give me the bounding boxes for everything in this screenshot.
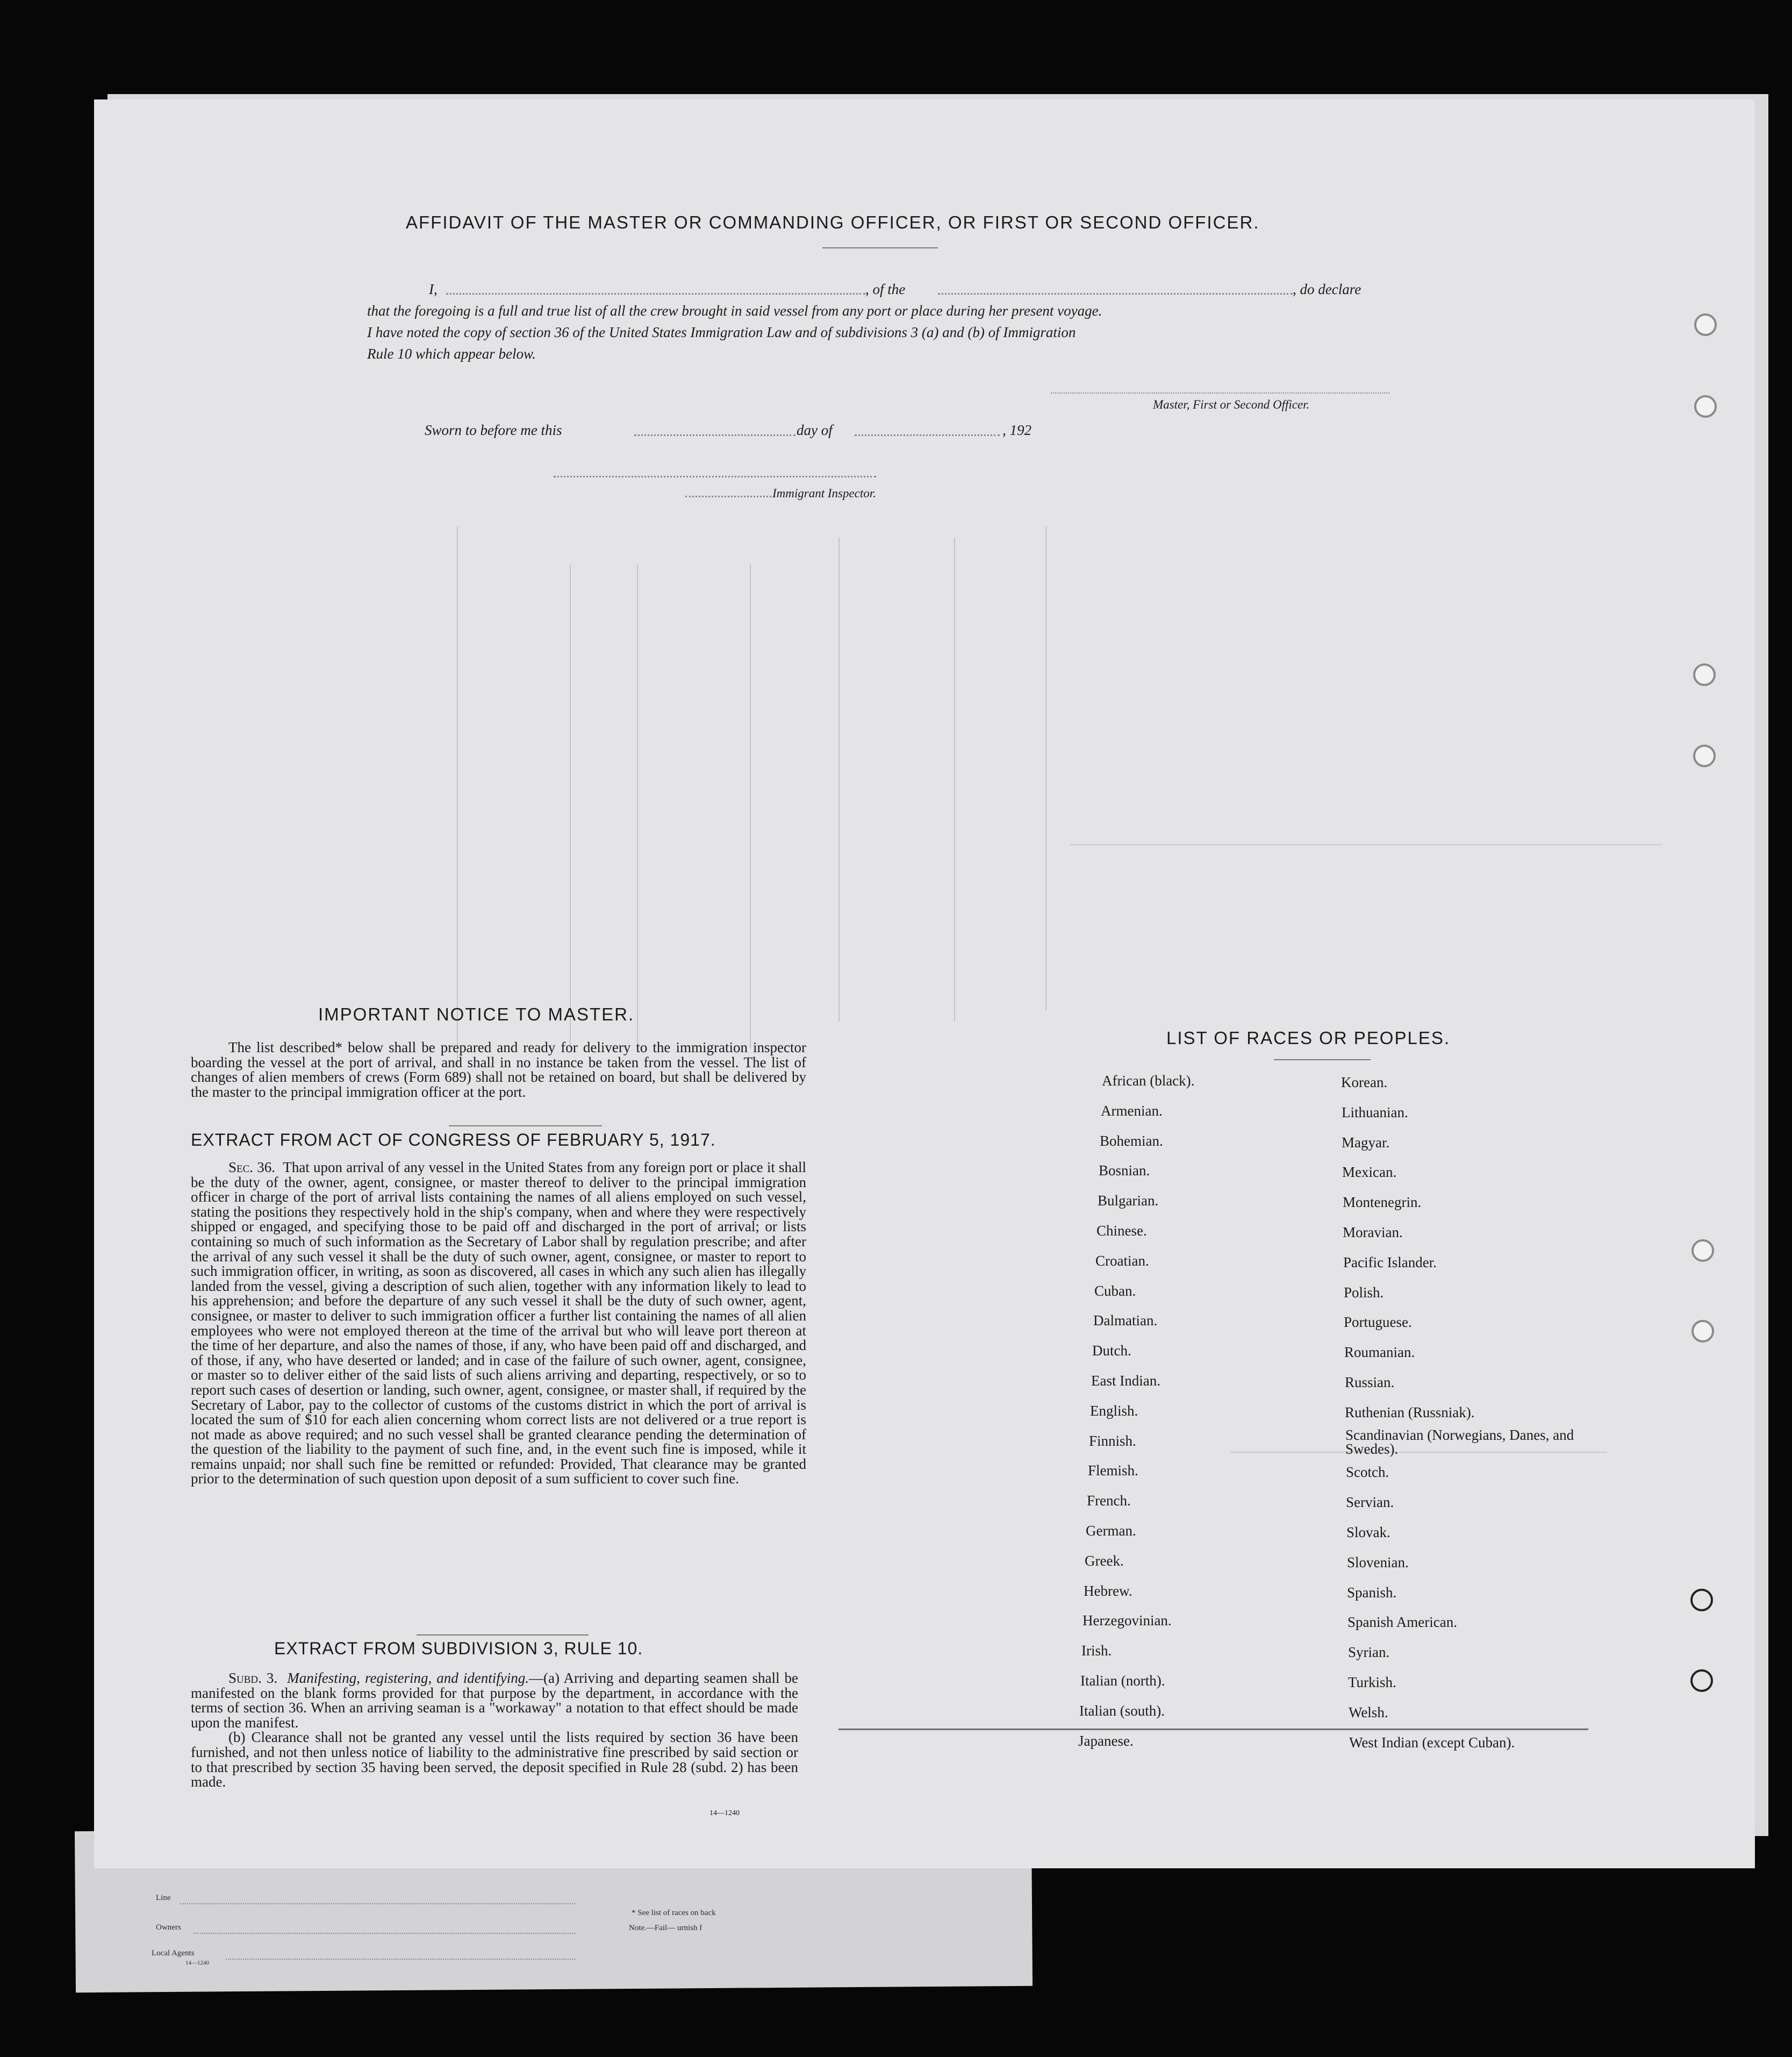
footer-agents-label: Local Agents (152, 1949, 195, 1958)
bleed-through-line (838, 538, 840, 1022)
race-entry: Bohemian. (1100, 1133, 1163, 1149)
title-underline (822, 247, 938, 248)
race-entry: Spanish American. (1347, 1614, 1457, 1630)
subd-para-b: (b) Clearance shall not be granted any vessel until the lists required by section 36 have been furnished, and not then unless notice of liability to the administrative fine prescribed by said section or to that prescribed by section 35 having been served, the deposit specified in Rule 28 (subd. 2) has been made. (191, 1729, 798, 1790)
day-of-label: day of (797, 422, 833, 438)
race-entry: Servian. (1346, 1494, 1394, 1510)
bleed-through-line (1070, 844, 1661, 845)
footer-note-1: * See list of races on back (632, 1909, 716, 1917)
footer-line-label: Line (156, 1894, 171, 1902)
notice-title: IMPORTANT NOTICE TO MASTER. (318, 1004, 635, 1024)
binder-hole-icon (1691, 1320, 1714, 1342)
race-entry: Turkish. (1348, 1674, 1396, 1690)
bleed-through-line (457, 527, 458, 1065)
race-entry: Bosnian. (1099, 1162, 1150, 1179)
rule-extract-title: EXTRACT FROM SUBDIVISION 3, RULE 10. (274, 1639, 643, 1658)
signature-line[interactable] (1051, 392, 1389, 394)
race-entry: Chinese. (1096, 1223, 1147, 1239)
race-entry: Dalmatian. (1093, 1312, 1158, 1329)
race-entry: Roumanian. (1344, 1344, 1415, 1360)
sworn-label: Sworn to before me this (425, 422, 562, 438)
race-entry: Polish. (1344, 1284, 1384, 1301)
race-entry: Slovak. (1346, 1524, 1390, 1540)
race-entry: Lithuanian. (1342, 1104, 1408, 1120)
declarant-name-field[interactable] (446, 293, 865, 295)
bleed-through-line (570, 565, 571, 1048)
race-entry: Italian (south). (1079, 1703, 1165, 1719)
binder-hole-icon (1690, 1589, 1713, 1611)
races-title-rule (1274, 1059, 1371, 1060)
race-entry: West Indian (except Cuban). (1349, 1734, 1515, 1751)
race-entry: Flemish. (1088, 1462, 1138, 1479)
race-entry: Cuban. (1094, 1283, 1136, 1299)
subd-heading: Manifesting, registering, and identifying. (287, 1670, 529, 1686)
race-entry: Welsh. (1349, 1704, 1388, 1720)
inspector-signature-line[interactable] (554, 476, 876, 477)
race-entry: Croatian. (1095, 1253, 1149, 1269)
subd-label: Subd. 3. (228, 1670, 278, 1686)
affidavit-do-declare: , do declare (1293, 281, 1361, 297)
race-entry: Syrian. (1348, 1644, 1390, 1660)
subd-para-a: —(a) Arriving and departing seamen shall be manifested on the blank forms provided for that purpose by the department, in accordance with the terms of section 36. When an arriving seaman is a "workaway" a notation to that effect should be made upon the manifest. (191, 1670, 798, 1731)
section-number: Sec. 36. (228, 1159, 275, 1175)
race-entry: Pacific Islander. (1343, 1254, 1437, 1270)
affidavit-body-line2: I have noted the copy of section 36 of the United States Immigration Law and of subdivisions 3 (a) and (b) of Immigration (367, 324, 1076, 340)
binder-hole-icon (1694, 395, 1717, 418)
sworn-month-field[interactable] (855, 434, 1000, 436)
footer-line-field[interactable] (180, 1903, 575, 1904)
vessel-name-field[interactable] (938, 293, 1293, 295)
section-36-text: That upon arrival of any vessel in the United States from any foreign port or place it shall be the duty of the owner, agent, consignee, or master thereof to deliver to the principal immigration officer in charge of the port of arrival lists containing the names of all aliens employed on such vessel, stating the positions they respectively hold in the ship's company, when and where they were respectively shipped or engaged, and specifying those to be paid off and discharged in the port of arrival; or lists containing so much of such information as the Secretary of Labor shall by regulation prescribe; and after the arrival of any such vessel it shall be the duty of such owner, agent, consignee, or master to report to such immigration officer, in writing, as soon as discovered, all cases in which any such alien has illegally landed from the vessel, giving a description of such alien, together with any information likely to lead to his apprehension; and before the departure of any such vessel it shall be the duty of such owner, agent, consignee, or master to deliver to such immigration officer a further list containing the names of all alien employees who were not employed thereon at the time of the arrival but who will leave port thereon at the time of her departure, and also the names of those, if any, who have been paid off and discharged, and of those, if any, who have deserted or landed; and in case of the failure of such owner, agent, consignee, or master so to deliver either of the said lists of such aliens arriving and departing, respectively, or so to report such cases of desertion or landing, such owner, agent, consignee, or master shall, if required by the Secretary of Labor, pay to the collector of customs of the customs district in which the port of arrival is located the sum of $10 for each alien concerning whom correct lists are not delivered or a true report is not made as above required; and no such vessel shall be granted clearance pending the determination of the question of the liability to the payment of such fine, and, in the event such fine is imposed, while it remains unpaid; nor shall such fine be remitted or refunded: Provided, That clearance may be granted prior to the determination of such question upon deposit of a sum sufficient to cover such fine. (191, 1159, 807, 1487)
race-entry: African (black). (1102, 1073, 1195, 1089)
rule-title-rule (417, 1634, 589, 1635)
signature-label: Master, First or Second Officer. (1153, 398, 1310, 411)
affidavit-of-the: , of the (865, 281, 906, 297)
act-title-rule (449, 1125, 602, 1126)
affidavit-body-line1: that the foregoing is a full and true list of all the crew brought in said vessel from any port or place during her present voyage. (367, 303, 1102, 319)
race-entry: Finnish. (1089, 1433, 1136, 1449)
binder-hole-icon (1693, 663, 1716, 686)
race-entry: Montenegrin. (1343, 1194, 1422, 1210)
race-entry: Japanese. (1078, 1733, 1134, 1749)
footer-agents-field[interactable] (226, 1959, 575, 1960)
race-entry: Irish. (1081, 1642, 1112, 1659)
race-entry: Hebrew. (1084, 1583, 1132, 1599)
affidavit-title: AFFIDAVIT OF THE MASTER OR COMMANDING OFFICER, OR FIRST OR SECOND OFFICER. (406, 212, 1260, 232)
rule-extract-body (191, 1671, 798, 1790)
race-entry: Scandinavian (Norwegians, Danes, and Swedes). (1345, 1427, 1574, 1457)
page-bottom-rule (838, 1729, 1588, 1730)
form-number: 14—1240 (709, 1809, 740, 1817)
race-entry: Dutch. (1092, 1342, 1131, 1359)
races-title: LIST OF RACES OR PEOPLES. (1166, 1028, 1451, 1048)
bleed-through-line (750, 565, 751, 1048)
affidavit-i-label: I, (429, 281, 438, 297)
binder-hole-icon (1693, 745, 1716, 767)
race-entry: English. (1090, 1403, 1138, 1419)
race-entry: Bulgarian. (1098, 1192, 1159, 1209)
race-entry: Mexican. (1342, 1164, 1397, 1180)
race-entry: Russian. (1345, 1374, 1395, 1390)
race-entry: Armenian. (1101, 1103, 1163, 1119)
footer-form-number: 14—1240 (185, 1960, 209, 1966)
notice-body-text: The list described* below shall be prepared and ready for delivery to the immigration inspector boarding the vessel at the port of arrival, and shall in no instance be taken from the vessel. The list of changes of alien members of crews (Form 689) shall not be retained on board, but shall be delivered by the master to the principal immigration officer at the port. (191, 1039, 806, 1100)
race-entry: East Indian. (1091, 1373, 1160, 1389)
document-page (94, 99, 1755, 1868)
inspector-dots (685, 496, 771, 497)
race-entry: Moravian. (1343, 1224, 1403, 1240)
act-extract-body (191, 1160, 806, 1487)
act-extract-title: EXTRACT FROM ACT OF CONGRESS OF FEBRUARY 5, 1917. (191, 1130, 716, 1149)
race-entry: Slovenian. (1347, 1554, 1409, 1570)
footer-owners-field[interactable] (193, 1933, 575, 1934)
footer-owners-label: Owners (156, 1923, 181, 1932)
year-label: , 192 (1002, 422, 1031, 438)
race-entry: Herzegovinian. (1083, 1612, 1172, 1629)
sworn-day-field[interactable] (634, 434, 795, 436)
footer-note-2: Note.—Fail— urnish f (629, 1924, 703, 1932)
race-entry: Magyar. (1342, 1134, 1390, 1151)
bleed-through-line (637, 565, 638, 1048)
notice-body (191, 1040, 806, 1099)
race-entry: Spanish. (1347, 1584, 1397, 1601)
binder-hole-icon (1694, 313, 1717, 336)
bleed-through-line (954, 538, 955, 1022)
race-entry: Italian (north). (1080, 1673, 1165, 1689)
binder-hole-icon (1691, 1239, 1714, 1262)
binder-hole-icon (1690, 1669, 1713, 1692)
inspector-label: Immigrant Inspector. (772, 487, 876, 500)
race-entry: Scotch. (1346, 1464, 1389, 1480)
bleed-through-line (1045, 527, 1046, 1011)
race-entry: French. (1087, 1492, 1131, 1509)
affidavit-body-line3: Rule 10 which appear below. (367, 346, 536, 362)
race-entry: Greek. (1085, 1553, 1124, 1569)
race-entry: Portuguese. (1344, 1314, 1412, 1330)
race-entry: German. (1086, 1523, 1136, 1539)
race-entry: Korean. (1341, 1074, 1388, 1090)
race-entry: Ruthenian (Russniak). (1345, 1404, 1475, 1420)
